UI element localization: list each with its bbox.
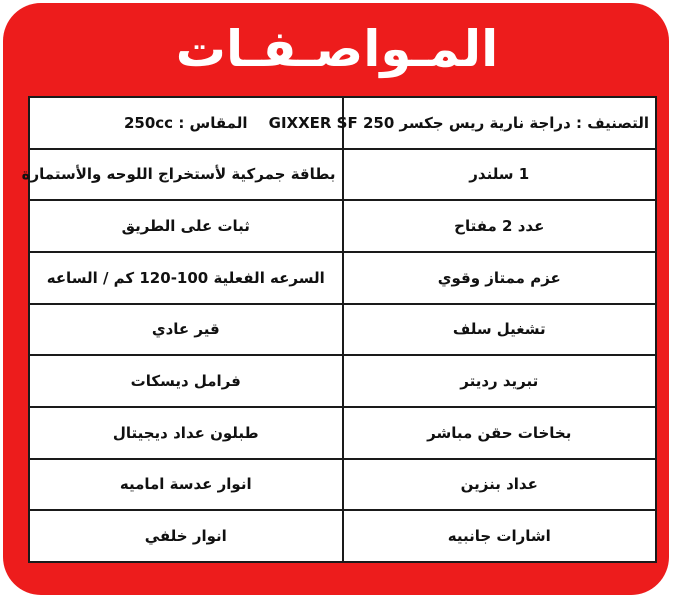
spec-cell-left: انوار عدسة اماميه xyxy=(29,459,343,511)
spec-cell-left: طبلون عداد ديجيتال xyxy=(29,407,343,459)
table-row xyxy=(29,252,656,304)
spec-cell-right: اشارات جانبيه xyxy=(343,510,657,562)
table-row xyxy=(29,407,656,459)
spec-cell-right: تشغيل سلف xyxy=(343,304,657,356)
spec-cell-right: عداد بنزين xyxy=(343,459,657,511)
table-row xyxy=(29,459,656,511)
spec-cell-right: التصنيف : دراجة نارية ريس جكسر GIXXER SF 250 xyxy=(343,97,657,149)
spec-cell-right: بخاخات حقن مباشر xyxy=(343,407,657,459)
table-row xyxy=(29,200,656,252)
table-row xyxy=(29,510,656,562)
spec-cell-left: انوار خلفي xyxy=(29,510,343,562)
table-row xyxy=(29,149,656,201)
table-row xyxy=(29,304,656,356)
spec-cell-left: فرامل ديسكات xyxy=(29,355,343,407)
spec-cell-left: قير عادي xyxy=(29,304,343,356)
specs-table xyxy=(21,96,657,563)
spec-cell-right: عدد 2 مفتاح xyxy=(343,200,657,252)
spec-cell-right: عزم ممتاز وقوي xyxy=(343,252,657,304)
table-row xyxy=(29,97,656,149)
spec-cell-right: تبريد رديتر xyxy=(343,355,657,407)
spec-cell-left: بطاقة جمركية لأستخراج اللوحه والأستمارة xyxy=(29,149,343,201)
spec-cell-left: المقاس : 250cc xyxy=(29,97,343,149)
spec-cell-left: السرعه الفعلية 100-120 كم / الساعه xyxy=(29,252,343,304)
page-title: المـواصـفـات xyxy=(175,20,499,78)
spec-cell-left: ثبات على الطريق xyxy=(29,200,343,252)
table-row xyxy=(29,355,656,407)
spec-cell-right: 1 سلندر xyxy=(343,149,657,201)
